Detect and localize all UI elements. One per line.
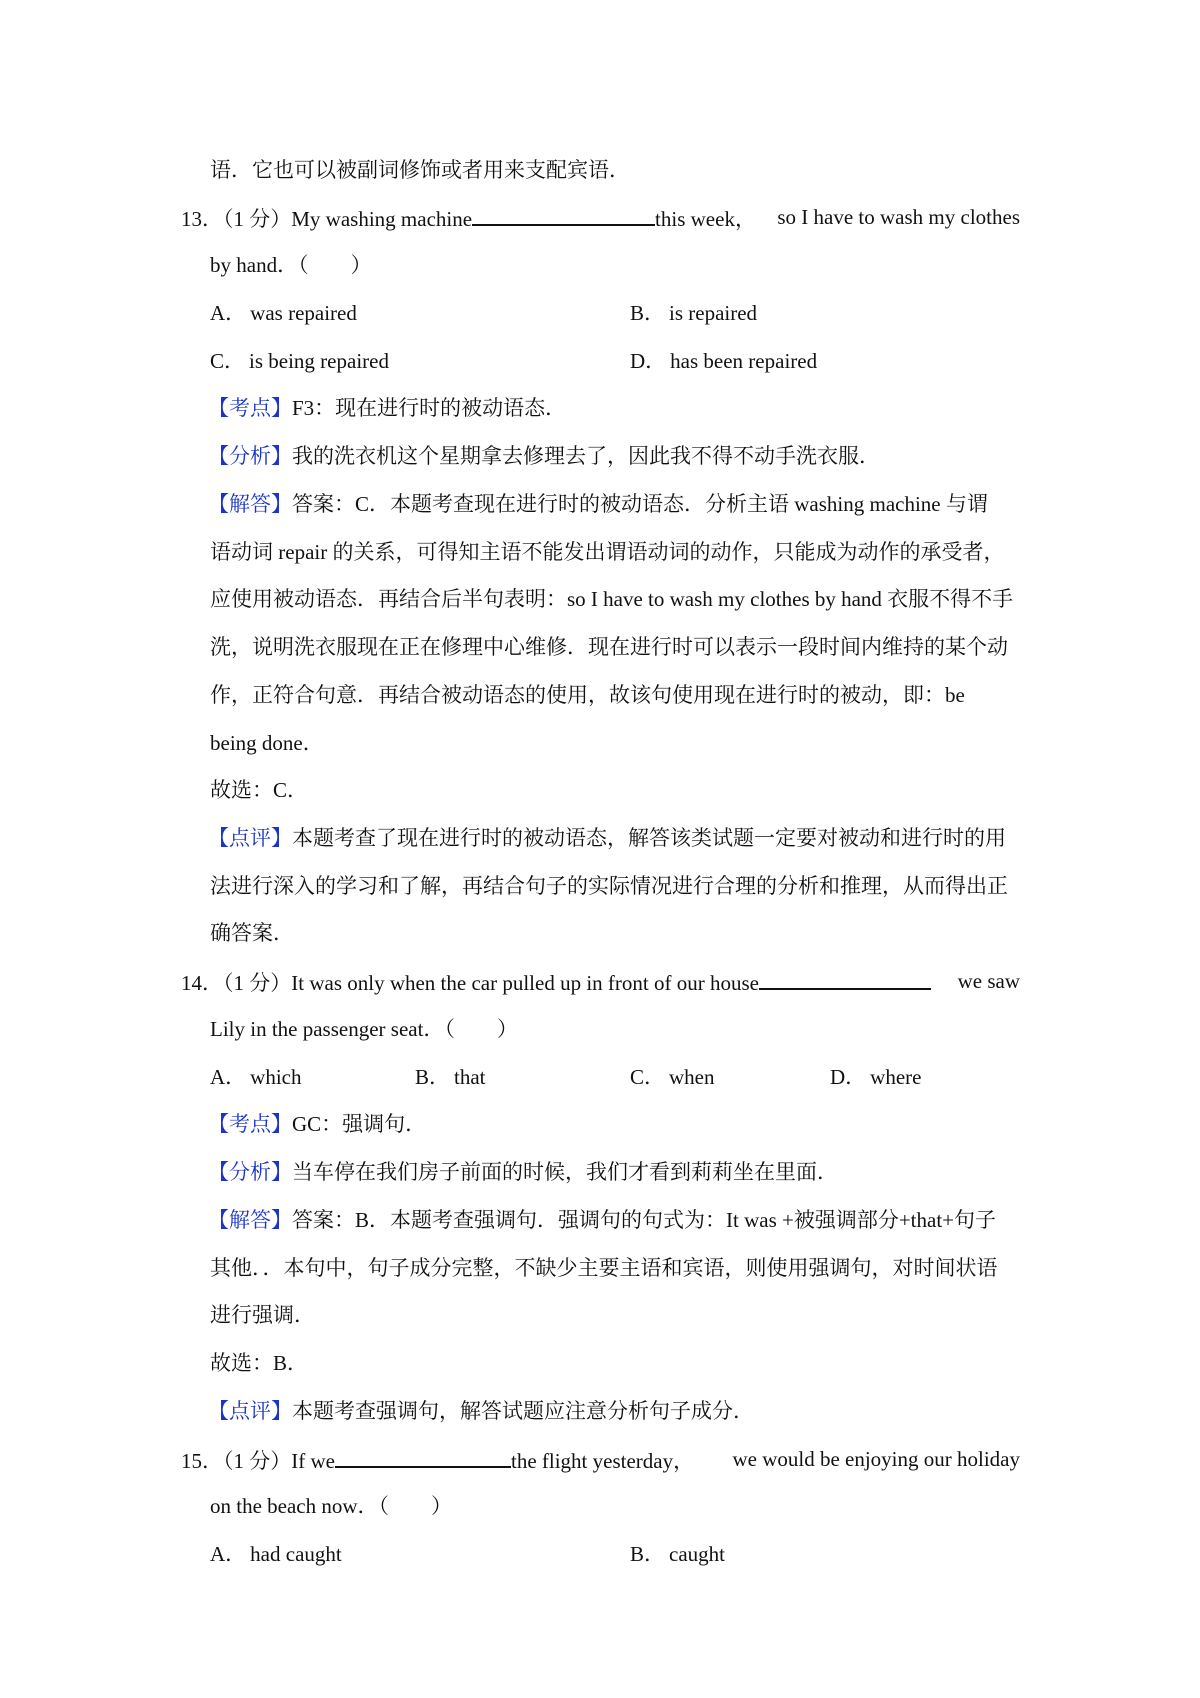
question-15-stem-after2: we would be enjoying our holiday (732, 1447, 1020, 1471)
question-13-jieda-line-5: 作，正符合句意．再结合被动语态的使用，故该句使用现在进行时的被动，即：be (210, 683, 965, 707)
question-13-option-a[interactable]: A． was repaired (210, 301, 357, 325)
question-15-stem-after: the flight yesterday， (510, 1449, 695, 1473)
question-13-dianping-line-2: 法进行深入的学习和了解，再结合句子的实际情况进行合理的分析和推理，从而得出正 (210, 874, 1008, 898)
jieda-tag: 【解答】 (208, 1208, 292, 1232)
question-14-lead (181, 966, 931, 996)
question-14-fenxi: 【分析】当车停在我们房子前面的时候，我们才看到莉莉坐在里面． (208, 1160, 838, 1184)
question-14-option-d[interactable]: D． where (830, 1065, 922, 1089)
answer-blank (335, 1444, 511, 1468)
question-13-stem-after2: so I have to wash my clothes (777, 205, 1020, 229)
fenxi-tag: 【分析】 (208, 1160, 292, 1184)
question-14-dianping-line-1: 【点评】本题考查强调句，解答试题应注意分析句子成分． (208, 1399, 754, 1423)
fenxi-tag: 【分析】 (208, 444, 292, 468)
question-14-stem-line2: Lily in the passenger seat．（ ） (210, 1017, 518, 1041)
question-14-option-b[interactable]: B． that (415, 1065, 486, 1089)
question-13-stem-before: My washing machine (291, 207, 473, 231)
question-13-stem-after: this week， (655, 207, 756, 231)
question-13-jieda-line-1: 【解答】答案：C．本题考查现在进行时的被动语态．分析主语 washing machine 与谓 (208, 492, 988, 516)
question-14-stem (181, 966, 1020, 996)
question-15-stem-before: If we (291, 1449, 335, 1473)
question-14-jieda-line-2: 其他．．本句中，句子成分完整，不缺少主要主语和宾语，则使用强调句，对时间状语 (210, 1256, 998, 1280)
question-13-jieda-line-2: 语动词 repair 的关系，可得知主语不能发出谓语动词的动作，只能成为动作的承受者， (210, 540, 1005, 564)
question-13-dianping-line-1: 【点评】本题考查了现在进行时的被动语态，解答该类试题一定要对被动和进行时的用 (208, 826, 1006, 850)
jieda-tag: 【解答】 (208, 492, 292, 516)
question-13-stem-line2: by hand．（ ） (210, 253, 372, 277)
question-14-kaodian: 【考点】GC：强调句． (208, 1112, 427, 1136)
question-13-answer: 故选：C． (210, 778, 309, 802)
question-14-jieda-line-3: 进行强调． (210, 1303, 315, 1327)
question-13-jieda-line-3: 应使用被动语态．再结合后半句表明：so I have to wash my clothes by hand 衣服不得不手 (210, 587, 1014, 611)
question-13-jieda-line-4: 洗，说明洗衣服现在正在修理中心维修．现在进行时可以表示一段时间内维持的某个动 (210, 635, 1008, 659)
kaodian-tag: 【考点】 (208, 1112, 292, 1136)
question-14-option-c[interactable]: C． when (630, 1065, 715, 1089)
question-13-stem (181, 202, 1020, 232)
question-13-option-b[interactable]: B． is repaired (630, 301, 758, 325)
dianping-tag: 【点评】 (208, 826, 292, 850)
answer-blank (759, 966, 931, 990)
question-15-score: （1 分） (223, 1449, 292, 1473)
question-15-number: 15． (181, 1449, 223, 1473)
question-15-stem (181, 1444, 1020, 1474)
question-13-jieda-line-6: being done． (210, 731, 324, 755)
kaodian-tag: 【考点】 (208, 396, 292, 420)
continuation-text: 语．它也可以被副词修饰或者用来支配宾语． (210, 158, 630, 182)
question-13-lead (181, 202, 756, 232)
question-14-score: （1 分） (223, 971, 292, 995)
question-13-dianping-line-3: 确答案． (210, 921, 294, 945)
question-14-stem-after: we saw (957, 969, 1020, 993)
question-15-option-b[interactable]: B． caught (630, 1542, 725, 1566)
question-14-number: 14． (181, 971, 223, 995)
dianping-tag: 【点评】 (208, 1399, 292, 1423)
question-13-kaodian: 【考点】F3：现在进行时的被动语态． (208, 396, 567, 420)
answer-blank (472, 202, 655, 226)
question-14-jieda-line-1: 【解答】答案：B．本题考查强调句．强调句的句式为：It was +被强调部分+that+句子 (208, 1208, 997, 1232)
question-14-option-a[interactable]: A． which (210, 1065, 302, 1089)
question-13-score: （1 分） (223, 207, 292, 231)
question-15-option-a[interactable]: A． had caught (210, 1542, 342, 1566)
question-13-option-c[interactable]: C． is being repaired (210, 349, 389, 373)
question-14-answer: 故选：B． (210, 1351, 309, 1375)
question-13-fenxi: 【分析】我的洗衣机这个星期拿去修理去了，因此我不得不动手洗衣服． (208, 444, 880, 468)
question-15-lead (181, 1444, 694, 1474)
question-14-stem-before: It was only when the car pulled up in front of our house (291, 971, 759, 995)
question-13-number: 13． (181, 207, 223, 231)
question-15-stem-line2: on the beach now．（ ） (210, 1494, 453, 1518)
question-13-option-d[interactable]: D． has been repaired (630, 349, 818, 373)
